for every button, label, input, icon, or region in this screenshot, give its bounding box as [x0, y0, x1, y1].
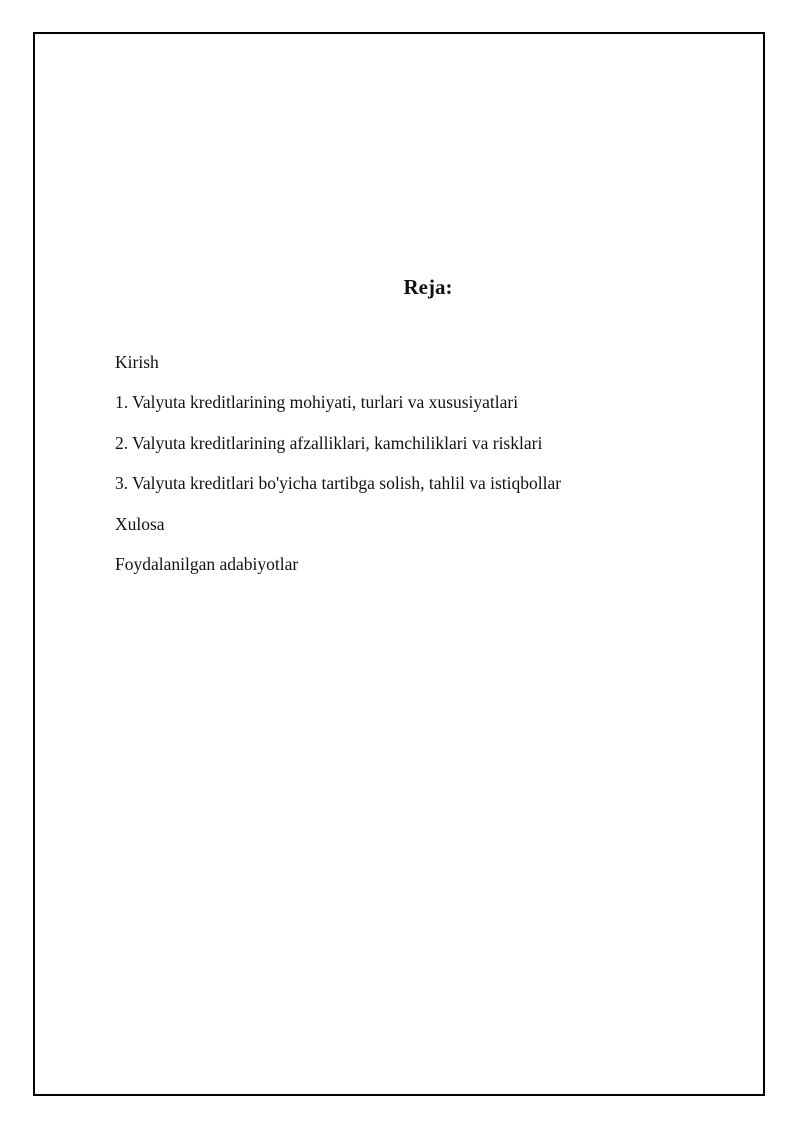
table-of-contents: [115, 350, 561, 592]
toc-item-chapter-2: 2. Valyuta kreditlarining afzalliklari, kamchiliklari va risklari: [115, 432, 543, 453]
toc-item-chapter-1: 1. Valyuta kreditlarining mohiyati, turlari va xususiyatlari: [115, 392, 519, 413]
toc-item-introduction: Kirish: [115, 352, 159, 372]
page-title: Reja:: [403, 275, 453, 299]
toc-item-chapter-3: 3. Valyuta kreditlari bo'yicha tartibga solish, tahlil va istiqbollar: [115, 473, 562, 494]
toc-item-conclusion: Xulosa: [115, 513, 165, 534]
toc-item-references: Foydalanilgan adabiyotlar: [115, 553, 299, 574]
